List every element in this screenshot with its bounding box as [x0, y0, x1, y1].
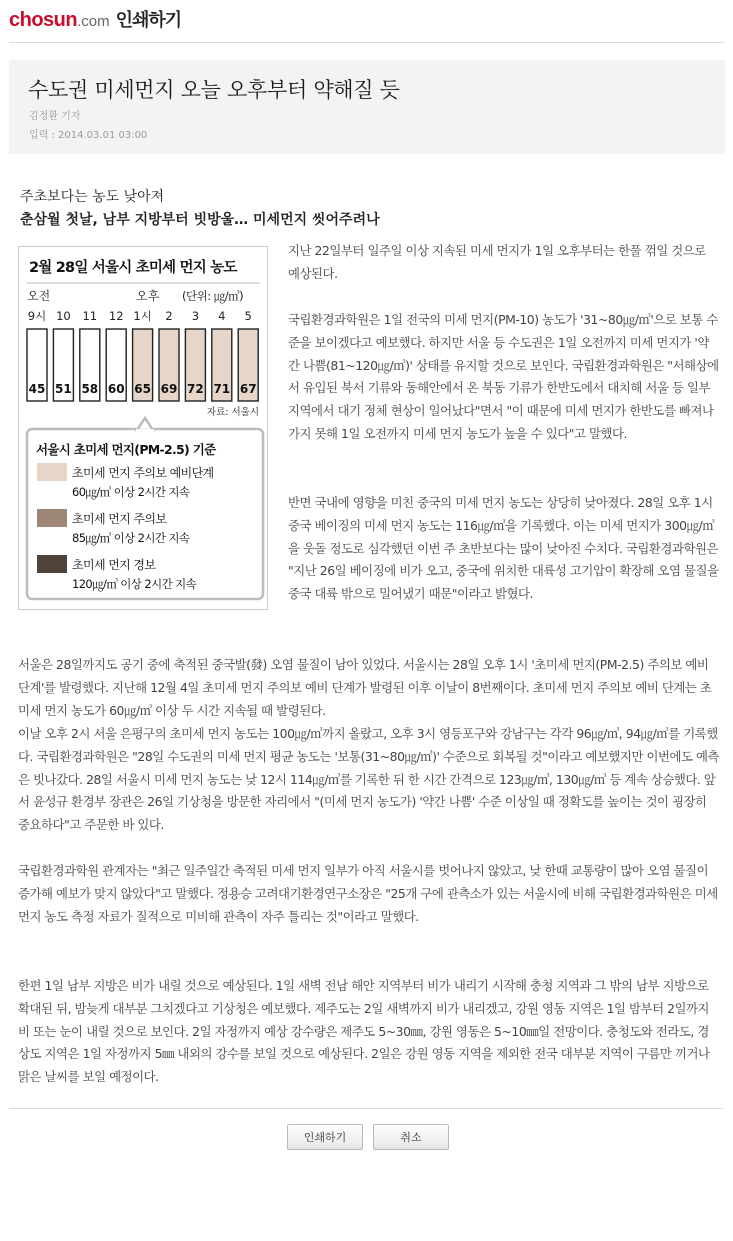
legend-item-name: 초미세 먼지 경보 — [72, 558, 156, 572]
infographic-svg — [19, 247, 267, 609]
am-label: 오전 — [27, 289, 51, 303]
hour-label: 1시 — [133, 309, 152, 323]
print-page-title: 인쇄하기 — [115, 10, 182, 31]
legend-item-desc: 60㎍/㎥ 이상 2시간 지속 — [72, 485, 190, 499]
bar-value-label: 72 — [187, 382, 204, 396]
top-divider — [9, 42, 724, 43]
hour-label: 11 — [82, 309, 98, 323]
bottom-divider — [9, 1108, 724, 1109]
article-title-box — [9, 60, 725, 154]
paragraph-6: 국립환경과학원 관계자는 "최근 일주일간 축적된 미세 먼지 일부가 아직 서울시를 벗어나지 않았고, 낮 한때 교통량이 많아 오염 물질이 증가해 예보가 맞지 않았다"고 말했다. 정용승 고려대기환경연구소장은 "25개 구에 관측소가 있는 서울시에 비해 국립환경과학원은 미세 먼지 농도 측정 자료가 질적으로 미비해 관측이 자주 틀리는 것"이라고 말했다. — [18, 863, 718, 924]
bar-value-label: 51 — [55, 382, 72, 396]
legend-swatch — [37, 509, 67, 527]
paragraph-3: 반면 국내에 영향을 미친 중국의 미세 먼지 농도는 상당히 낮아졌다. 28일 오후 1시 중국 베이징의 미세 먼지 농도는 116㎍/㎥을 기록했다. 이는 미세 먼지가 300㎍/㎥을 웃돌 정도로 심각했던 이번 주 초반보다는 많이 낮아진 수치다. 국립환경과학원은 "지난 26일 베이징에 비가 오고, 중국에 위치한 대륙성 고기압이 확장해 오염 물질을 중국 대륙 밖으로 밀어냈기 때문"이라고 밝혔다. — [288, 495, 719, 602]
hour-label: 5 — [244, 309, 252, 323]
article-title: 수도권 미세먼지 오늘 오후부터 약해질 듯 — [28, 78, 400, 102]
hour-label: 9시 — [27, 309, 47, 323]
header — [0, 0, 733, 42]
legend-swatch — [37, 463, 67, 481]
hour-label: 3 — [191, 309, 200, 323]
logo-domain-text: .com — [77, 13, 110, 30]
paragraph-1: 지난 22일부터 일주일 이상 지속된 미세 먼지가 1일 오후부터는 한풀 꺾일 것으로 예상된다. — [288, 243, 706, 281]
logo-main-text: chosun — [9, 9, 78, 31]
article-subtitle-1: 주초보다는 농도 낮아져 — [20, 189, 165, 205]
paragraph-5: 이날 오후 2시 서울 은평구의 초미세 먼지 농도는 100㎍/㎥까지 올랐고, 오후 3시 영등포구와 강남구는 각각 96㎍/㎥, 94㎍/㎥를 기록했다. 국립환경과학원은 "28일 수도권의 미세 먼지 평균 농도는 '보통(31~80㎍/㎥)' 수준으로 회복될 것"이라고 예보했지만 이번에도 예측은 빗나갔다. 28일 서울시 미세 먼지 농도는 낮 12시 114㎍/㎥를 기록한 뒤 한 시간 간격으로 123㎍/㎥, 130㎍/㎥ 등 계속 상승했다. 앞서 윤성규 환경부 장관은 26일 기상청을 방문한 자리에서 "(미세 먼지 농도가) '약간 나쁨' 수준 이상일 때 정확도를 높이는 것이 굉장히 중요하다"고 주문한 바 있다. — [18, 726, 720, 833]
hour-label: 12 — [108, 309, 124, 323]
hour-label: 2 — [165, 309, 173, 323]
legend-item-name: 초미세 먼지 주의보 — [72, 512, 167, 526]
hour-label: 4 — [218, 309, 226, 323]
bar-value-label: 67 — [239, 382, 257, 396]
legend-item-desc: 85㎍/㎥ 이상 2시간 지속 — [72, 531, 190, 545]
paragraph-2: 국립환경과학원은 1일 전국의 미세 먼지(PM-10) 농도가 '31~80㎍/㎥'으로 보통 수준을 보이겠다고 예보했다. 하지만 서울 등 수도권은 1일 오전까지 미세 먼지가 '약간 나쁨(81~120㎍/㎥)' 상태를 유지할 것으로 보인다. 국립환경과학원은 "서해상에서 유입된 북서 기류와 동해안에서 온 북동 기류가 한반도에서 대치해 서울 등 일부 지역에서 대기 정체 현상이 일어났다"면서 "이 때문에 미세 먼지가 한반도를 빠져나가지 못해 1일 오전까지 미세 먼지 농도가 높을 수 있다"고 말했다. — [288, 312, 719, 441]
bar-value-label: 45 — [28, 382, 46, 396]
fine-dust-infographic — [18, 246, 268, 610]
paragraph-7: 한편 1일 남부 지방은 비가 내릴 것으로 예상된다. 1일 새벽 전남 해안 지역부터 비가 내리기 시작해 충청 지역과 그 밖의 남부 지방으로 확대된 뒤, 밤늦게 대부분 그치겠다고 기상청은 예보했다. 제주도는 2일 새벽까지 비가 내리겠고, 강원 영동 지역은 1일 밤부터 2일까지 비 또는 눈이 내릴 것으로 보인다. 2일 자정까지 예상 강수량은 제주도 5~30㎜, 강원 영동은 5~10㎜일 전망이다. 충청도와 전라도, 경상도 지역은 1일 자정까지 5㎜ 내외의 강수를 보일 것으로 예상된다. 2일은 강원 영동 지역을 제외한 전국 대부분 지역이 구름만 끼거나 맑은 날씨를 보일 예정이다. — [18, 978, 710, 1085]
bar-value-label: 65 — [134, 382, 151, 396]
infographic-title: 2월 28일 서울시 초미세 먼지 농도 — [29, 260, 237, 276]
pm-label: 오후 — [136, 289, 160, 303]
infographic-source: 자료: 서울시 — [206, 407, 259, 418]
article-subtitle-2: 춘삼월 첫날, 남부 지방부터 빗방울… 미세먼지 씻어주려나 — [20, 212, 380, 228]
hour-label: 10 — [56, 309, 71, 323]
cancel-button[interactable]: 취소 — [373, 1124, 449, 1150]
legend-item-desc: 120㎍/㎥ 이상 2시간 지속 — [72, 577, 197, 591]
bar-value-label: 71 — [213, 382, 231, 396]
article-byline: 김정환 기자 — [29, 111, 81, 122]
paragraph-4: 서울은 28일까지도 공기 중에 축적된 중국발(發) 오염 물질이 남아 있었다. 서울시는 28일 오후 1시 '초미세 먼지(PM-2.5) 주의보 예비 단계'를 발령했다. 지난해 12월 4일 초미세 먼지 주의보 예비 단계가 발령된 이후 이날이 8번째이다. 초미세 먼지 주의보 예비 단계는 초미세 먼지 농도가 60㎍/㎥ 이상 두 시간 지속될 때 발령된다. — [18, 657, 712, 718]
unit-label: (단위: ㎍/㎥) — [182, 289, 244, 303]
bar-series — [27, 309, 258, 401]
bar-value-label: 60 — [107, 382, 125, 396]
bar-value-label: 58 — [81, 382, 99, 396]
bar-value-label: 69 — [160, 382, 178, 396]
legend-item-name: 초미세 먼지 주의보 예비단계 — [72, 466, 214, 480]
chosun-logo[interactable] — [9, 6, 181, 30]
legend-pointer — [137, 418, 153, 430]
print-button[interactable]: 인쇄하기 — [287, 1124, 363, 1150]
legend-title: 서울시 초미세 먼지(PM-2.5) 기준 — [36, 442, 216, 457]
legend-swatch — [37, 555, 67, 573]
article-dateline: 입력 : 2014.03.01 03:00 — [29, 130, 148, 141]
legend-pointer-mask — [136, 429, 154, 432]
